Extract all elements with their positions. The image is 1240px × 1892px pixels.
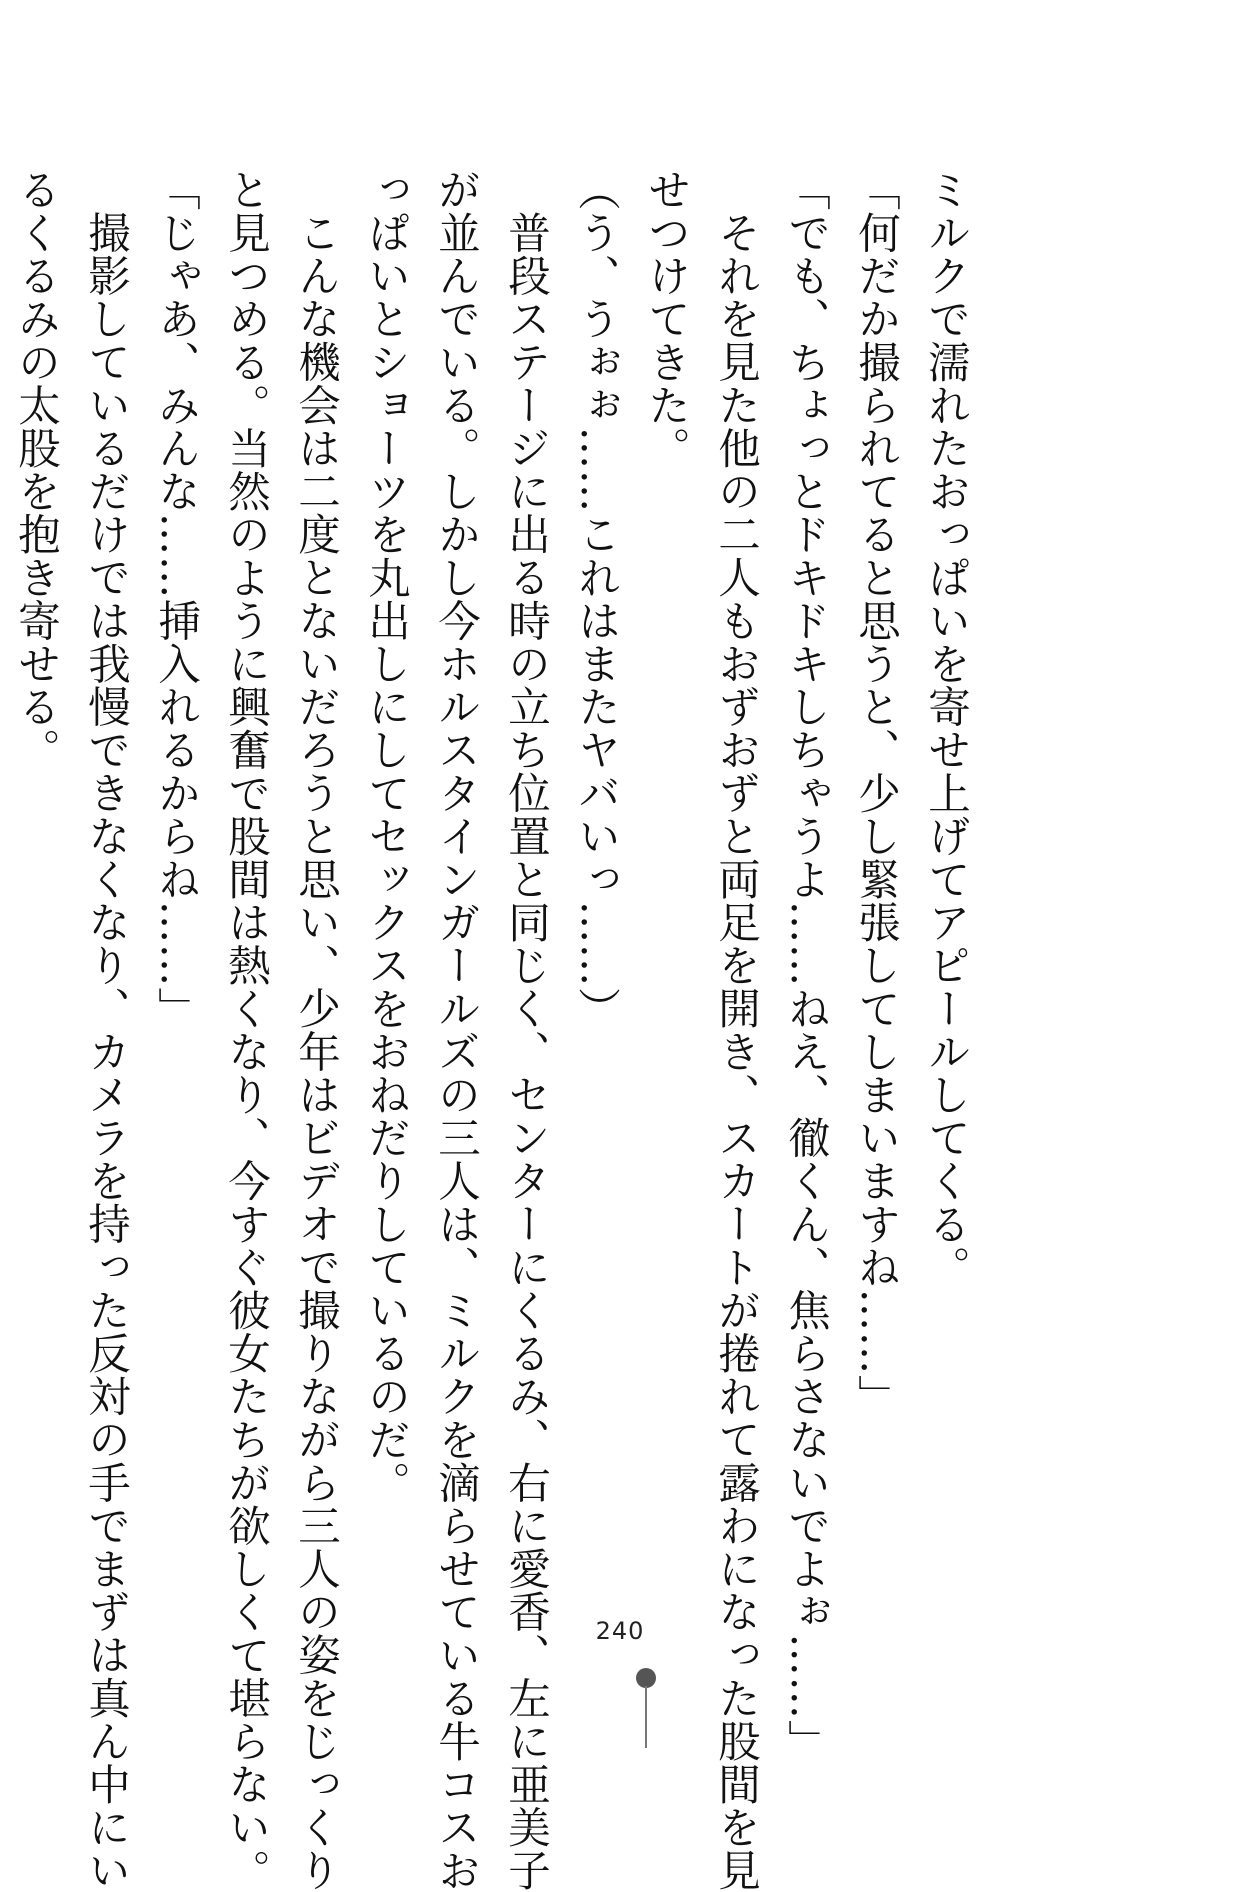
text-line: ミルクで濡れたおっぱいを寄せ上げてアピールしてくる。 — [921, 168, 970, 1289]
text-line: それを見た他の二人もおずおずと両足を開き、スカートが捲れて露わになった股間を見 — [711, 210, 760, 1892]
text-line: せつけてきた。 — [641, 168, 690, 470]
text-line: 「じゃあ、みんな……挿入れるからね……」 — [151, 168, 200, 1030]
text-line: るくるみの太股を抱き寄せる。 — [11, 168, 60, 772]
text-line: 「でも、ちょっとドキドキしちゃうよ……ねえ、徹くん、焦らさないでよぉ……」 — [781, 168, 830, 1763]
text-line: （う、うぉぉ……これはまたヤバいっ……） — [571, 168, 620, 1030]
text-line: っぱいとショーツを丸出しにしてセックスをおねだりしているのだ。 — [361, 168, 410, 1505]
text-line: 「何だか撮られてると思うと、少し緊張してしまいますね……」 — [851, 168, 900, 1418]
text-line: こんな機会は二度とないだろうと思い、少年はビデオで撮りながら三人の姿をじっくり — [291, 210, 340, 1892]
text-line: 撮影しているだけでは我慢できなくなり、カメラを持った反対の手でまずは真ん中にい — [81, 210, 130, 1892]
page-marker-line — [645, 1686, 647, 1748]
text-line: と見つめる。当然のように興奮で股間は熱くなり、今すぐ彼女たちが欲しくて堪らない。 — [221, 168, 270, 1892]
text-line: が並んでいる。しかし今ホルスタインガールズの三人は、ミルクを滴らせている牛コスお — [431, 168, 480, 1892]
page-marker-dot — [636, 1668, 656, 1688]
text-line: 普段ステージに出る時の立ち位置と同じく、センターにくるみ、右に愛香、左に亜美子 — [501, 210, 550, 1892]
page-number: 240 — [595, 1617, 645, 1645]
